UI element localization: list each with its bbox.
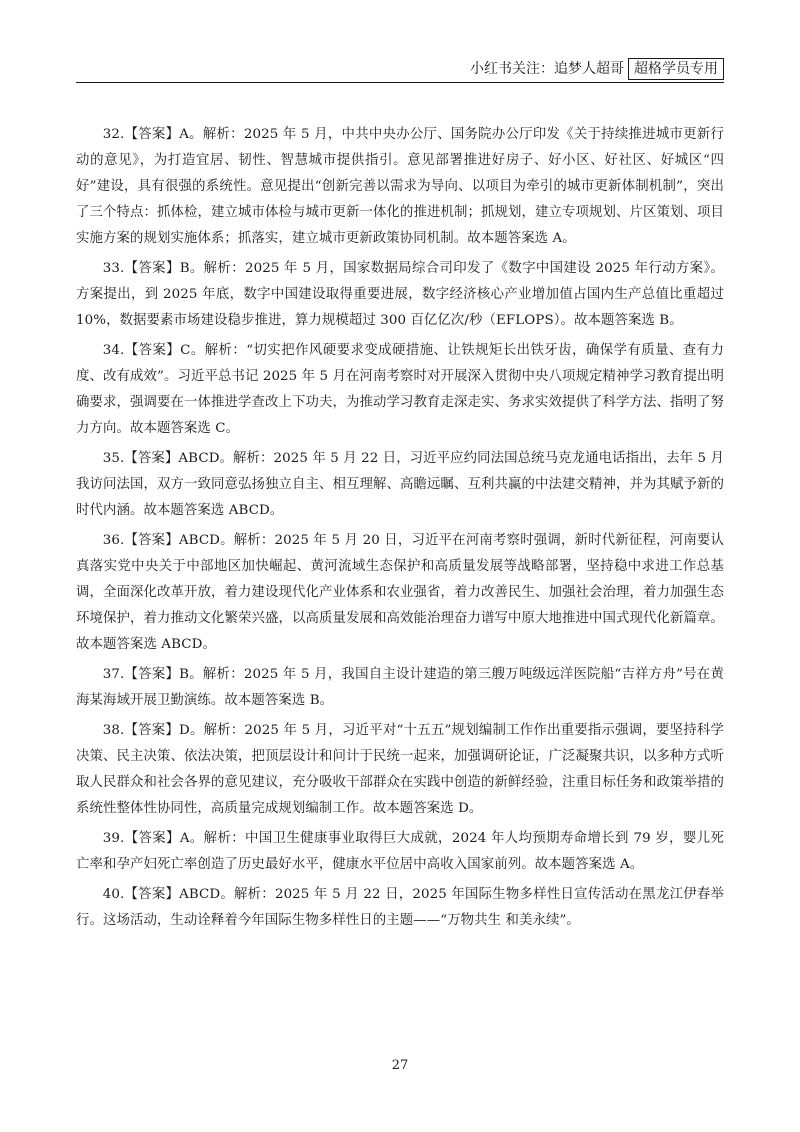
answer-34: 34.【答案】C。解析：“切实把作风硬要求变成硬措施、让铁规矩长出铁牙齿，确保学有质量、查有力度、改有成效”。习近平总书记 2025 年 5 月在河南考察时对开展深入贯彻中央八项规定精神学习教育提出明确要求，强调要在一体推进学查改上下功夫，为推动学习教育走深走实、务求实效提供了科学方法、指明了努力方向。故本题答案选 C。 (76, 343, 724, 436)
answer-39: 39.【答案】A。解析：中国卫生健康事业取得巨大成就，2024 年人均预期寿命增长到 79 岁，婴儿死亡率和孕产妇死亡率创造了历史最好水平，健康水平位居中高收入国家前列。故本题答案选 A。 (76, 831, 724, 872)
header-divider (76, 82, 724, 83)
answer-37: 37.【答案】B。解析：2025 年 5 月，我国自主设计建造的第三艘万吨级远洋医院船“吉祥方舟”号在黄海某海域开展卫勤演练。故本题答案选 B。 (76, 667, 724, 708)
page-number: 27 (391, 1058, 409, 1073)
answer-35: 35.【答案】ABCD。解析：2025 年 5 月 22 日，习近平应约同法国总统马克龙通电话指出，去年 5 月我访问法国，双方一致同意弘扬独立自主、相互理解、高瞻远瞩、互利共赢的中法建交精神，并为其赋予新的时代内涵。故本题答案选 ABCD。 (76, 451, 724, 518)
answer-32: 32.【答案】A。解析：2025 年 5 月，中共中央办公厅、国务院办公厅印发《关于持续推进城市更新行动的意见》，为打造宜居、韧性、智慧城市提供指引。意见部署推进好房子、好小区、好社区、好城区“四好”建设，具有很强的系统性。意见提出“创新完善以需求为导向、以项目为牵引的城市更新体制机制”，突出了三个特点：抓体检，建立城市体检与城市更新一体化的推进机制；抓规划，建立专项规划、片区策划、项目实施方案的规划实施体系；抓落实，建立城市更新政策协同机制。故本题答案选 A。 (76, 127, 724, 246)
answer-33: 33.【答案】B。解析：2025 年 5 月，国家数据局综合司印发了《数字中国建设 2025 年行动方案》。方案提出，到 2025 年底，数字中国建设取得重要进展，数字经济核心产业增加值占国内生产总值比重超过 10%，数据要素市场建设稳步推进，算力规模超过 300 百亿亿次/秒（EFLOPS）。故本题答案选 B。 (76, 261, 724, 328)
answer-38: 38.【答案】D。解析：2025 年 5 月，习近平对“十五五”规划编制工作作出重要指示强调，要坚持科学决策、民主决策、依法决策，把顶层设计和问计于民统一起来，加强调研论证，广泛凝聚共识，以多种方式听取人民群众和社会各界的意见建议，充分吸收干部群众在实践中创造的新鲜经验，注重目标任务和政策举措的系统性整体性协同性，高质量完成规划编制工作。故本题答案选 D。 (76, 723, 724, 816)
page-header (470, 58, 724, 80)
header-badge: 超格学员专用 (628, 58, 724, 80)
answer-36: 36.【答案】ABCD。解析：2025 年 5 月 20 日，习近平在河南考察时强调，新时代新征程，河南要认真落实党中央关于中部地区加快崛起、黄河流域生态保护和高质量发展等战略部署，坚持稳中求进工作总基调，全面深化改革开放，着力建设现代化产业体系和农业强省，着力改善民生、加强社会治理，着力加强生态环境保护，着力推动文化繁荣兴盛，以高质量发展和高效能治理奋力谱写中原大地推进中国式现代化新篇章。故本题答案选 ABCD。 (76, 533, 724, 652)
header-text: 小红书关注：追梦人超哥 (470, 61, 624, 77)
answer-40: 40.【答案】ABCD。解析：2025 年 5 月 22 日，2025 年国际生物多样性日宣传活动在黑龙江伊春举行。这场活动，生动诠释着今年国际生物多样性日的主题——“万物共生 和美永续”。 (76, 887, 724, 928)
answer-explanations (76, 122, 724, 938)
